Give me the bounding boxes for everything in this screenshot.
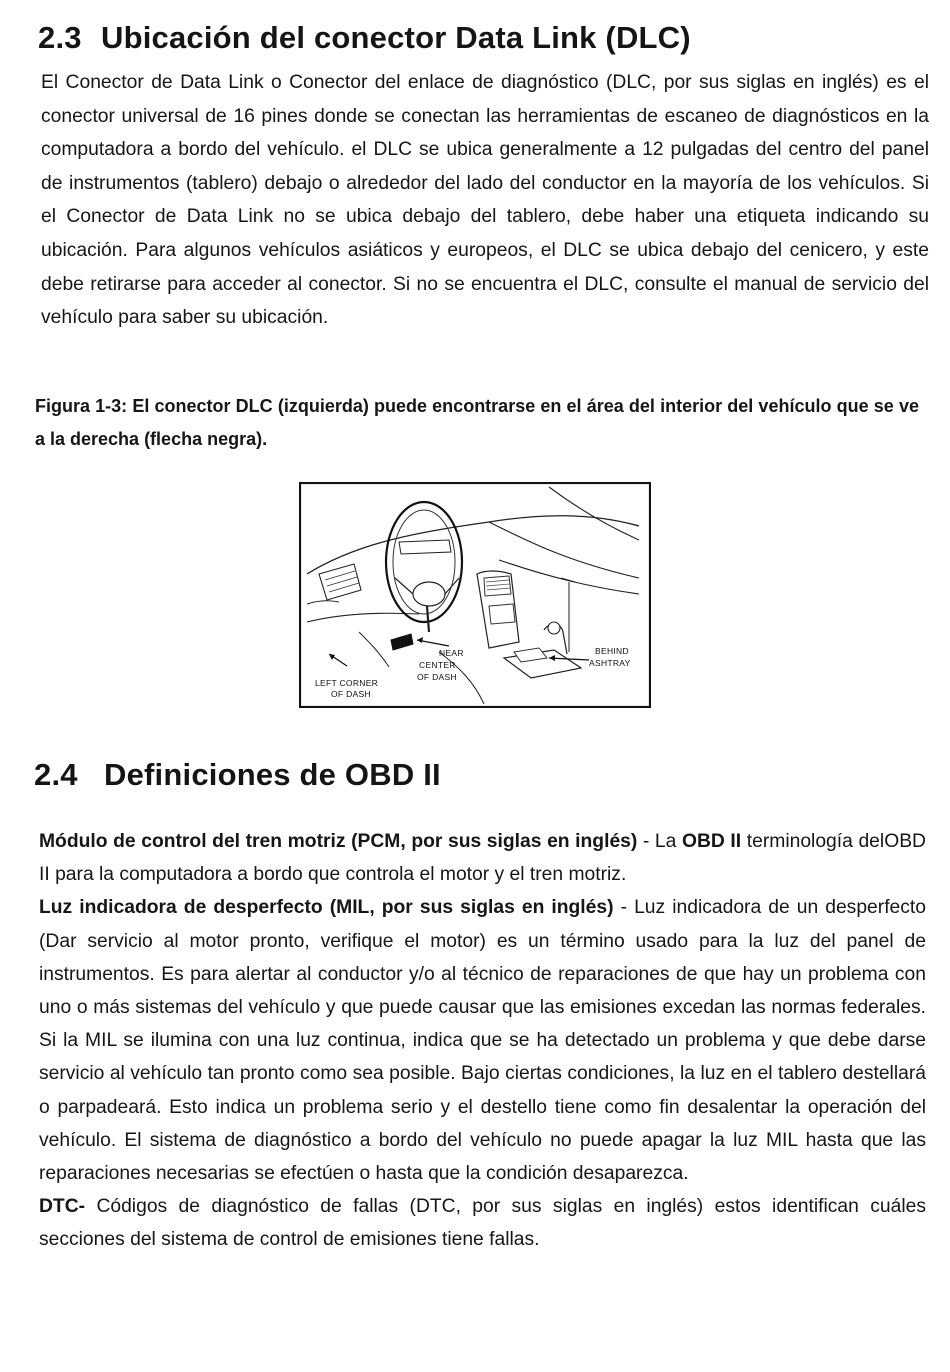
figure-caption: Figura 1-3: El conector DLC (izquierda) puede encontrarse en el área del interior del vehículo que se ve a la derecha (flecha negra).: [35, 396, 919, 449]
definition-dtc: [39, 1190, 926, 1256]
definition-text: - Luz indicadora de un desperfecto (Dar servicio al motor pronto, verifique el motor) es un término usado para la luz del panel de instrumentos. Es para alertar al conductor y/o al técnico de reparaciones de que hay un problema con uno o más sistemas del vehículo y que puede causar que las emisiones excedan las normas federales. Si la MIL se ilumina con una luz continua, indica que se ha detectado un problema y que debe darse servicio al vehículo tan pronto como sea posible. Bajo ciertas condiciones, la luz en el tablero destellará o parpadeará. Esto indica un problema serio y el destello tiene como fin desalentar la operación del vehículo. El sistema de diagnóstico a bordo del vehículo no puede apagar la luz MIL hasta que las reparaciones necesarias se efectúen o hasta que la condición desaparezca.: [39, 897, 926, 1185]
dlc-location-figure: [299, 482, 651, 708]
radio-panel: [489, 604, 515, 624]
instrument-cluster: [399, 540, 451, 554]
label-near-center-1: NEAR: [439, 648, 464, 658]
section-number: 2.3: [38, 20, 82, 55]
section-heading-obd: [34, 757, 441, 793]
steering-hub: [413, 582, 445, 606]
definition-mil: [39, 891, 926, 1190]
label-near-center-3: OF DASH: [417, 672, 457, 682]
definition-term-secondary: OBD II: [681, 831, 742, 852]
definitions-list: [39, 825, 926, 1257]
label-near-center-2: CENTER: [419, 660, 456, 670]
section-title-text: Ubicación del conector Data Link (DLC): [101, 20, 691, 55]
dashboard-illustration: [299, 482, 651, 708]
figure-frame: [300, 483, 650, 707]
definition-term: DTC-: [39, 1196, 86, 1218]
section-number: 2.4: [34, 757, 78, 792]
dlc-paragraph: El Conector de Data Link o Conector del enlace de diagnóstico (DLC, por sus siglas en inglés) es el conector universal de 16 pines donde se conectan las herramientas de escaneo de diagnósticos en la computadora a bordo del vehículo. el DLC se ubica generalmente a 12 pulgadas del centro del panel de instrumentos (tablero) debajo o alrededor del lado del conductor en la mayoría de los vehículos. Si el Conector de Data Link no se ubica debajo del tablero, debe haber una etiqueta indicando su ubicación. Para algunos vehículos asiáticos y europeos, el DLC se ubica debajo del cenicero, y este debe retirarse para acceder al conector. Si no se encuentra el DLC, consulte el manual de servicio del vehículo para saber su ubicación.: [41, 72, 929, 329]
definition-text: terminología delOBD II para la computadora a bordo que controla el motor y el tren motriz.: [39, 831, 926, 886]
label-left-corner-1: LEFT CORNER: [315, 678, 379, 688]
definition-text: Códigos de diagnóstico de fallas (DTC, por sus siglas en inglés) estos identifican cuáles secciones del sistema de control de emisiones tiene fallas.: [39, 1196, 926, 1251]
label-behind-ashtray-2: ASHTRAY: [589, 658, 631, 668]
section-title-text: Definiciones de OBD II: [104, 757, 441, 792]
label-behind-ashtray-1: BEHIND: [595, 646, 629, 656]
definition-separator: - La: [637, 831, 682, 852]
definition-term: Módulo de control del tren motriz (PCM, por sus siglas en inglés): [39, 831, 638, 852]
definition-pcm: [39, 825, 926, 891]
section-heading-dlc: [38, 20, 691, 56]
label-left-corner-2: OF DASH: [331, 689, 371, 699]
definition-term: Luz indicadora de desperfecto (MIL, por sus siglas en inglés): [39, 897, 614, 919]
